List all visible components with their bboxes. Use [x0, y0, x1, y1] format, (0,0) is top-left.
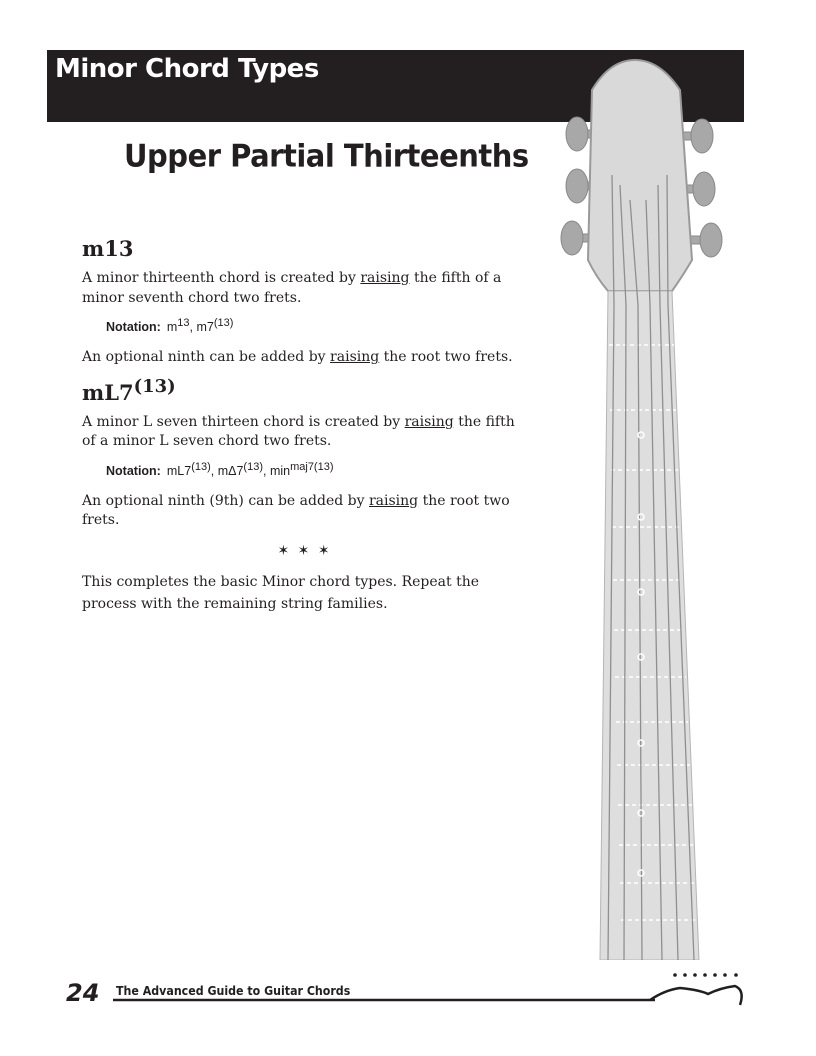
guitar-neck-illustration	[550, 55, 750, 960]
ml7-13-notation: Notation: mL7$^{(13)}$, mΔ7$^{(13)}$, $\min^{maj7(13)}$	[106, 460, 334, 478]
section-heading-m13: m13	[82, 236, 134, 261]
section-title: Minor Chord Types	[55, 54, 319, 84]
m13-description: A minor thirteenth chord is created by raising the fifth of a minor seventh chord two frets.	[82, 270, 502, 306]
main-content	[82, 236, 527, 615]
guitar-footer-icon	[0, 960, 816, 1020]
section-heading-ml7-13: mL7$^{(13)}$	[82, 375, 176, 405]
page-number: 24	[66, 979, 100, 1007]
m13-optional-note: An optional ninth can be added by raising the root two frets.	[82, 349, 513, 365]
ml7-13-optional-note: An optional ninth (9th) can be added by raising the root two frets.	[82, 492, 510, 528]
ml7-13-description: A minor L seven thirteen chord is created by raising the fifth of a minor L seven chord two frets.	[82, 413, 515, 449]
book-title: The Advanced Guide to Guitar Chords	[116, 984, 351, 998]
closing-paragraph: This completes the basic Minor chord types. Repeat the process with the remaining string families.	[82, 573, 480, 612]
section-separator: ✶ ✶ ✶	[277, 542, 332, 559]
page-title: Upper Partial Thirteenths	[124, 138, 529, 175]
m13-notation: Notation: $m^{13}$, m7$^{(13)}$	[106, 317, 234, 334]
